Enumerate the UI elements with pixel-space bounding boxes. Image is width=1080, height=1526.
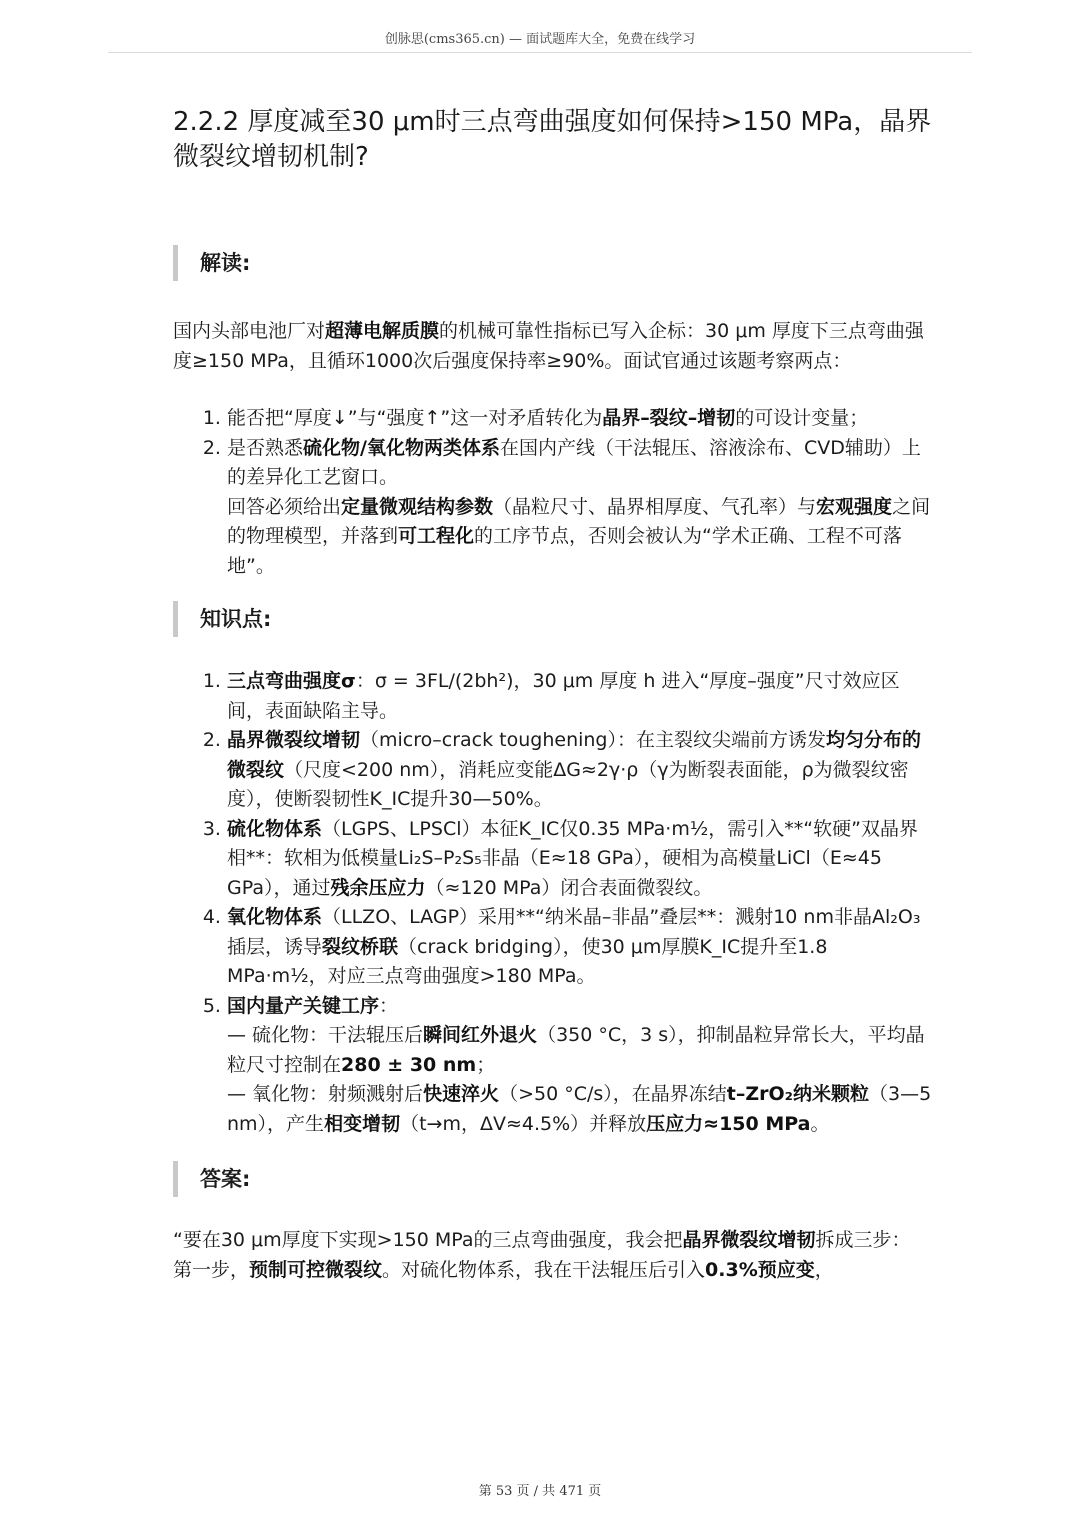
text-run: （LGPS、LPSCl）本征K_IC仅0.35 MPa·m½，需引入**“软硬”双晶界相**：软相为低模量Li₂S–P₂S₅非晶（E≈18 GPa），硬相为高模量LiCl（E≈45 GPa），通过 xyxy=(227,817,918,899)
text-run: 第一步， xyxy=(173,1259,250,1281)
text-run: 国内头部电池厂对 xyxy=(173,320,326,342)
bold-text: 硫化物体系 xyxy=(227,817,323,840)
text-run: 在国内产线（干法辊压、溶液涂布、CVD辅助）上的差异化工艺窗口。 xyxy=(227,436,921,488)
bold-text: 0.3%预应变 xyxy=(705,1259,815,1281)
text-run: 能否把“厚度↓”与“强度↑”这一对矛盾转化为 xyxy=(227,407,603,429)
text-run: ： xyxy=(379,994,399,1017)
bold-text: 氧化物体系 xyxy=(227,906,323,928)
bold-text: 相变增韧 xyxy=(324,1112,401,1135)
section-heading-answer: 答案: xyxy=(173,1161,933,1197)
text-run: （尺度<200 nm），消耗应变能ΔG≈2γ·ρ（γ为断裂表面能，ρ为微裂纹密度），使断裂韧性K_IC提升30—50%。 xyxy=(227,758,909,810)
text-run: ：σ = 3FL/(2bh²)，30 μm 厚度 h 进入“厚度–强度”尺寸效应区间，表面缺陷主导。 xyxy=(227,670,900,722)
text-run: 是否熟悉 xyxy=(227,436,304,459)
bold-text: 压应力≈150 MPa xyxy=(646,1112,811,1135)
text-run: 。 xyxy=(810,1112,830,1135)
bold-text: 可工程化 xyxy=(398,525,475,547)
bold-text: 定量微观结构参数 xyxy=(341,495,494,518)
text-run: （LLZO、LAGP）采用**“纳米晶–非晶”叠层**：溅射10 nm非晶Al₂O₃插层，诱导 xyxy=(227,906,921,958)
text-run: （t→m，ΔV≈4.5%）并释放 xyxy=(400,1112,647,1135)
section-heading-interpretation: 解读: xyxy=(173,245,933,281)
list-item xyxy=(227,992,933,1140)
bold-text: 晶界微裂纹增韧 xyxy=(682,1229,816,1251)
knowledge-list xyxy=(173,667,933,1139)
interpretation-intro xyxy=(173,316,933,376)
page-number: 第 53 页 / 共 471 页 xyxy=(478,1484,602,1499)
answer-paragraph xyxy=(173,1225,933,1255)
list-item xyxy=(227,404,933,434)
document-body xyxy=(173,105,933,1285)
bold-text: 快速淬火 xyxy=(423,1083,500,1105)
text-run: （3—5 nm），产生 xyxy=(227,1083,932,1135)
text-run: ， xyxy=(814,1259,834,1281)
text-run: （>50 °C/s），在晶界冻结 xyxy=(499,1083,727,1105)
text-run: 。对硫化物体系，我在干法辊压后引入 xyxy=(382,1259,706,1281)
list-item xyxy=(227,726,933,815)
section-heading-knowledge: 知识点: xyxy=(173,601,933,637)
text-run: ； xyxy=(476,1053,496,1076)
text-run: — 氧化物：射频溅射后 xyxy=(227,1083,424,1105)
text-run: 回答必须给出 xyxy=(227,495,342,518)
bold-text: t–ZrO₂纳米颗粒 xyxy=(726,1083,869,1105)
bold-text: 硫化物/氧化物两类体系 xyxy=(303,436,500,459)
page-header: 创脉思(cms365.cn) — 面试题库大全，免费在线学习 xyxy=(384,32,696,47)
text-run: “要在30 μm厚度下实现>150 MPa的三点弯曲强度，我会把 xyxy=(173,1229,683,1251)
bold-text: 宏观强度 xyxy=(816,495,893,518)
text-run: （crack bridging），使30 μm厚膜K_IC提升至1.8 MPa·m½，对应三点弯曲强度>180 MPa。 xyxy=(227,935,828,987)
bold-text: 预制可控微裂纹 xyxy=(249,1259,383,1281)
bold-text: 瞬间红外退火 xyxy=(423,1024,538,1046)
text-run: 的可设计变量； xyxy=(735,407,869,429)
text-run: 的机械可靠性指标已写入企标：30 μm 厚度下三点弯曲强度≥150 MPa，且循环1000次后强度保持率≥90%。面试官通过该题考察两点： xyxy=(173,320,924,372)
bold-text: 晶界微裂纹增韧 xyxy=(227,729,361,751)
text-run: （≈120 MPa）闭合表面微裂纹。 xyxy=(425,876,713,899)
list-item xyxy=(227,903,933,992)
interpretation-list xyxy=(173,404,933,581)
header-divider xyxy=(108,52,972,53)
bold-text: 三点弯曲强度σ xyxy=(227,670,356,692)
text-run: （350 °C，3 s），抑制晶粒异常长大，平均晶粒尺寸控制在 xyxy=(227,1024,925,1076)
bold-text: 国内量产关键工序 xyxy=(227,994,380,1017)
bold-text: 裂纹桥联 xyxy=(322,935,399,958)
bold-text: 晶界–裂纹–增韧 xyxy=(602,407,736,429)
text-run: （micro–crack toughening）：在主裂纹尖端前方诱发 xyxy=(360,729,826,751)
answer-paragraph xyxy=(173,1255,933,1285)
text-run: 拆成三步： xyxy=(815,1229,911,1251)
text-run: 的工序节点，否则会被认为“学术正确、工程不可落地”。 xyxy=(227,525,902,577)
question-title: 2.2.2 厚度减至30 μm时三点弯曲强度如何保持>150 MPa，晶界微裂纹增韧机制? xyxy=(173,107,932,172)
bold-text: 超薄电解质膜 xyxy=(325,320,440,342)
list-item xyxy=(227,434,933,582)
text-run: 之间的物理模型，并落到 xyxy=(227,495,931,547)
text-run: （晶粒尺寸、晶界相厚度、气孔率）与 xyxy=(493,495,817,518)
bold-text: 280 ± 30 nm xyxy=(341,1053,477,1076)
list-item xyxy=(227,815,933,904)
list-item xyxy=(227,667,933,726)
bold-text: 残余压应力 xyxy=(330,876,426,899)
text-run: — 硫化物：干法辊压后 xyxy=(227,1024,424,1046)
bold-text: 均匀分布的微裂纹 xyxy=(227,729,922,781)
